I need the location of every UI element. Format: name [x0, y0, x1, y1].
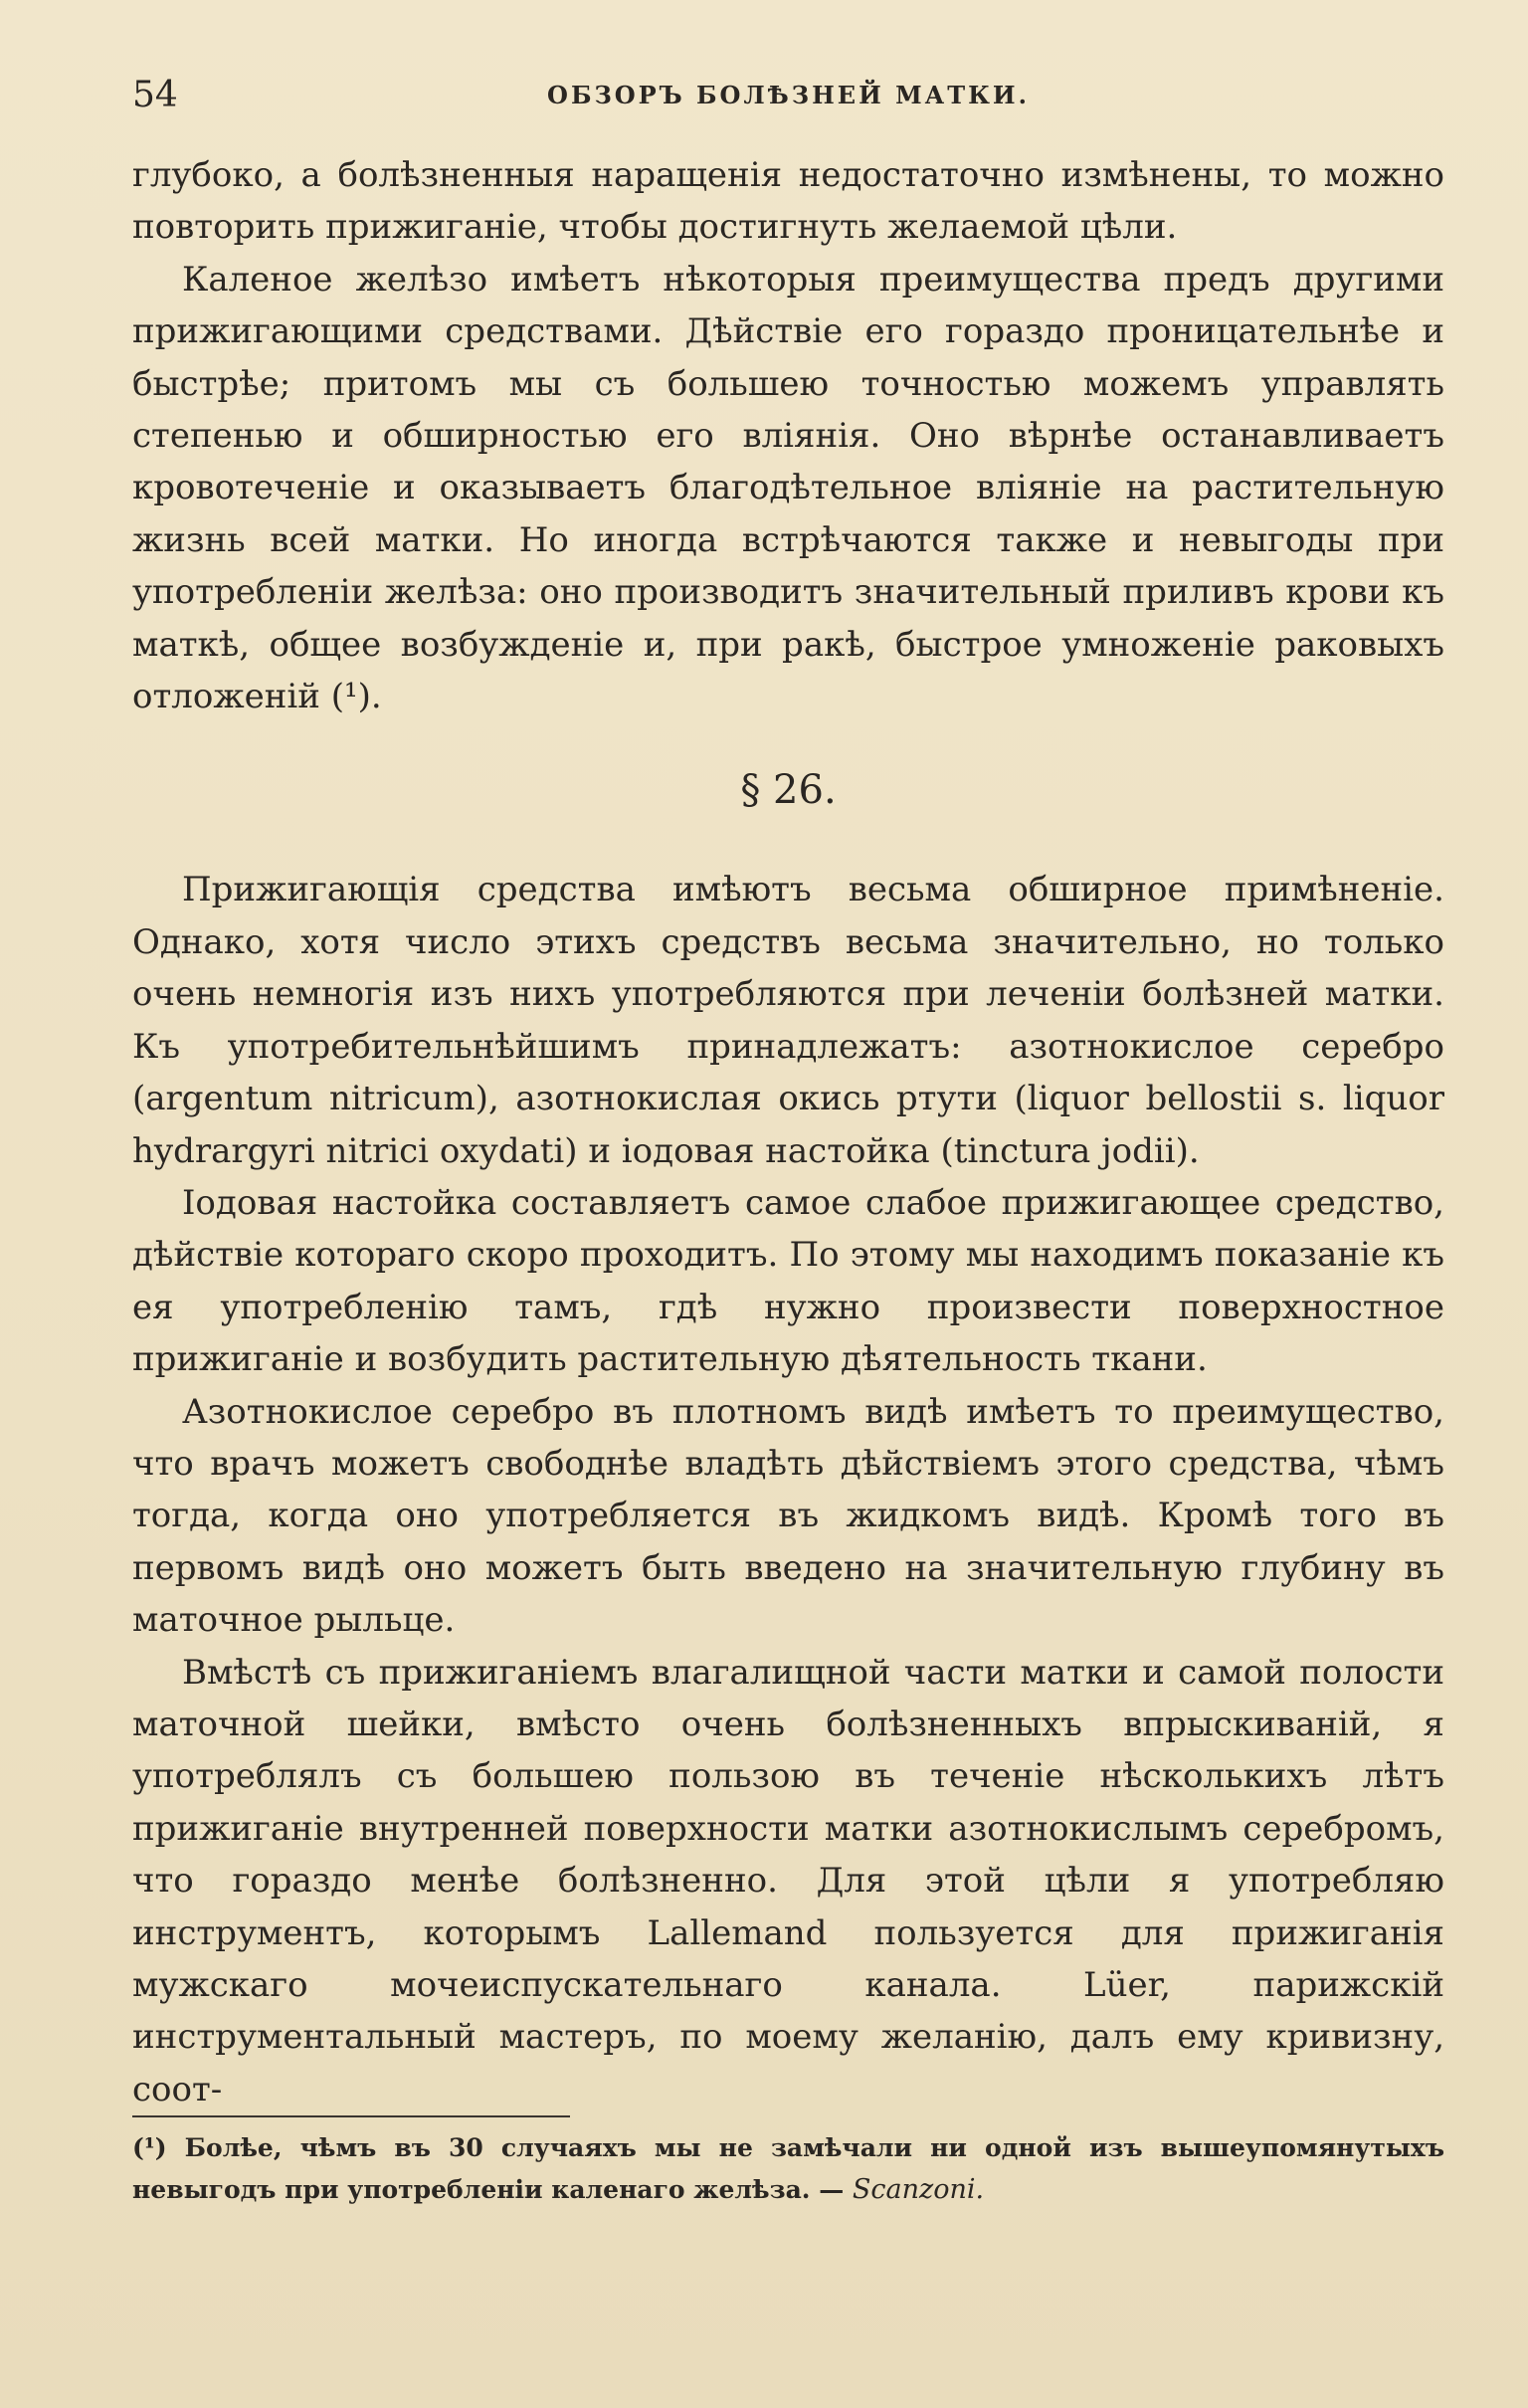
- footnote-author: Scanzoni.: [852, 2174, 985, 2205]
- footnote-text: (¹) Болѣе, чѣмъ въ 30 случаяхъ мы не замѣчали ни одной изъ вышеупомянутыхъ невыгодъ при употребленіи каленаго желѣза. —: [132, 2133, 1444, 2204]
- section-heading: § 26.: [740, 767, 837, 814]
- paragraph-silver-nitrate: Азотнокислое серебро въ плотномъ видѣ имѣетъ то преимущество, что врачъ можетъ свободнѣе владѣть дѣйствіемъ этого средства, чѣмъ тогда, когда оно употребляется въ жидкомъ видѣ. Кромѣ того въ первомъ видѣ оно можетъ быть введено на значительную глубину въ маточное рыльце.: [132, 1391, 1444, 1641]
- paragraph-instrument: Вмѣстѣ съ прижиганіемъ влагалищной части матки и самой полости маточной шейки, вмѣсто очень болѣзненныхъ впрыскиваній, я употреблялъ съ большею пользою въ теченіе нѣсколькихъ лѣтъ прижиганіе внутренней поверхности матки азотнокислымъ серебромъ, что гораздо менѣе болѣзненно. Для этой цѣли я употребляю инструментъ, которымъ Lallemand пользуется для прижиганія мужскаго мочеиспускательнаго канала. Lüer, парижскій инструментальный мастеръ, по моему желанію, далъ ему кривизну, соот-: [132, 1652, 1444, 2109]
- footnote-divider: [132, 2115, 570, 2117]
- footnote: [132, 2127, 1444, 2211]
- page-header: [132, 68, 1444, 123]
- page-body: [132, 149, 1444, 2115]
- paragraph-iodine: Іодовая настойка составляетъ самое слабое прижигающее средство, дѣйствіе котораго скоро проходитъ. По этому мы находимъ показаніе къ ея употребленію тамъ, гдѣ нужно произвести поверхностное прижиганіе и возбудить растительную дѣятельность ткани.: [132, 1182, 1444, 1380]
- paragraph-hot-iron: Каленое желѣзо имѣетъ нѣкоторыя преимущества предъ другими прижигающими средствами. Дѣйствіе его гораздо проницательнѣе и быстрѣе; притомъ мы съ большею точностью можемъ управлять степенью и обширностью его вліянія. Оно вѣрнѣе останавливаетъ кровотеченіе и оказываетъ благодѣтельное вліяніе на растительную жизнь всей матки. Но иногда встрѣчаются также и невыгоды при употребленіи желѣза: оно производитъ значительный приливъ крови къ маткѣ, общее возбужденіе и, при ракѣ, быстрое умноженіе раковыхъ отложеній (¹).: [132, 259, 1444, 717]
- running-title: ОБЗОРЪ БОЛѢЗНЕЙ МАТКИ.: [547, 81, 1030, 109]
- paragraph-continued: глубоко, а болѣзненныя наращенія недостаточно измѣнены, то можно повторить прижиганіе, чтобы достигнуть желаемой цѣли.: [132, 155, 1444, 248]
- paragraph-caustics: Прижигающія средства имѣютъ весьма обширное примѣненіе. Однако, хотя число этихъ средствъ весьма значительно, но только очень немногія изъ нихъ употребляются при леченіи болѣзней матки. Къ употребительнѣйшимъ принадлежатъ: азотнокислое серебро (argentum nitricum), азотнокислая окись ртути (liquor bellostii s. liquor hydrargyri nitrici oxydati) и іодовая настойка (tinctura jodii).: [132, 870, 1444, 1171]
- page-number: 54: [132, 75, 178, 115]
